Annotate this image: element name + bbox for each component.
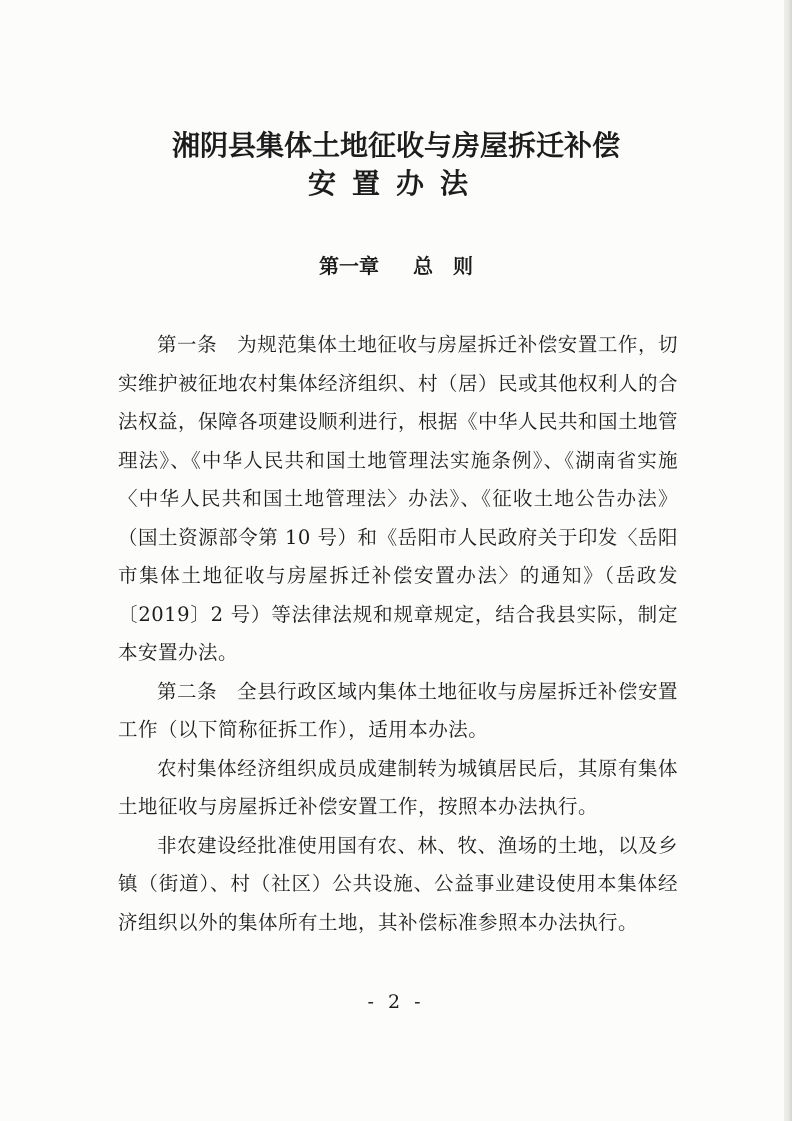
scan-edge	[784, 0, 790, 1121]
document-title-line2: 安置办法	[307, 167, 484, 200]
document-title-line1: 湘阴县集体土地征收与房屋拆迁补偿	[171, 129, 620, 162]
paragraph-article-2: 第二条 全县行政区域内集体土地征收与房屋拆迁补偿安置工作（以下简称征拆工作），适用本办法。	[118, 679, 678, 741]
paragraph-article-2-clause-2: 农村集体经济组织成员成建制转为城镇居民后，其原有集体土地征收与房屋拆迁补偿安置工作，按照本办法执行。	[118, 756, 678, 818]
chapter-heading	[0, 252, 792, 280]
page-number: - 2 -	[367, 991, 425, 1013]
chapter-name: 总 则	[413, 254, 473, 278]
paragraph-article-1: 第一条 为规范集体土地征收与房屋拆迁补偿安置工作，切实维护被征地农村集体经济组织、村（居）民或其他权利人的合法权益，保障各项建设顺利进行，根据《中华人民共和国土地管理法》、《中华人民共和国土地管理法实施条例》、《湖南省实施〈中华人民共和国土地管理法〉办法》、《征收土地公告办法》（国土资源部令第 10 号）和《岳阳市人民政府关于印发〈岳阳市集体土地征收与房屋拆迁补偿安置办法〉的通知》（岳政发〔2019〕2 号）等法律法规和规章规定，结合我县实际，制定本安置办法。	[118, 333, 679, 664]
body-text	[118, 326, 678, 942]
paragraph-article-2-clause-3: 非农建设经批准使用国有农、林、牧、渔场的土地，以及乡镇（街道）、村（社区）公共设施、公益事业建设使用本集体经济组织以外的集体所有土地，其补偿标准参照本办法执行。	[118, 833, 678, 934]
chapter-number: 第一章	[319, 254, 379, 278]
